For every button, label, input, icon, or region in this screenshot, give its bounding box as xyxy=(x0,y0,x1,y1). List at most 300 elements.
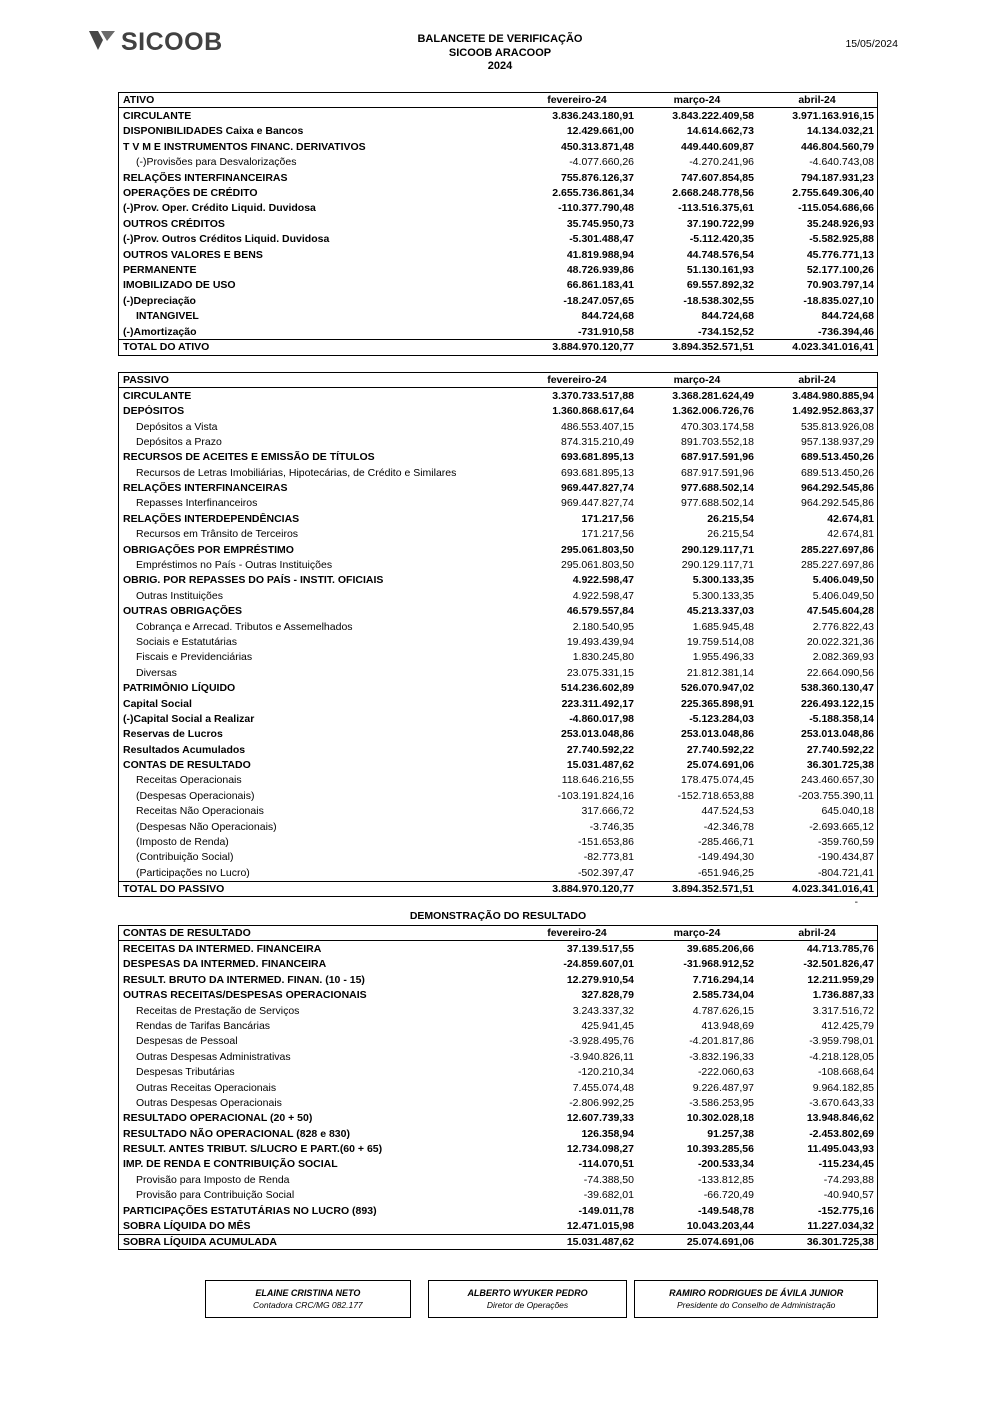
cell-value: 687.917.591,96 xyxy=(681,451,754,464)
row-label: (Imposto de Renda) xyxy=(136,836,229,849)
table-row xyxy=(119,881,877,896)
cell-value: 290.129.117,71 xyxy=(681,543,754,556)
cell-value: 35.745.950,73 xyxy=(566,217,634,230)
cell-value: -152.775,16 xyxy=(817,1204,874,1217)
table-row xyxy=(119,819,877,834)
row-label: RELAÇÕES INTERDEPENDÊNCIAS xyxy=(123,512,300,525)
table-row xyxy=(119,941,877,956)
table-row xyxy=(119,232,877,247)
cell-value: -736.394,46 xyxy=(817,325,874,338)
signature-role: Presidente do Conselho de Administração xyxy=(676,1300,836,1311)
cell-value: 66.861.183,41 xyxy=(566,279,634,292)
cell-value: 486.553.407,15 xyxy=(561,420,634,433)
row-label: Sociais e Estatutárias xyxy=(136,635,237,648)
row-label: OBRIG. POR REPASSES DO PAÍS - INSTIT. OFICIAIS xyxy=(123,574,384,587)
cell-value: -3.928.495,76 xyxy=(569,1035,634,1048)
cell-value: 977.688.502,14 xyxy=(681,482,754,495)
cell-value: -502.397,47 xyxy=(577,866,634,879)
cell-value: 35.248.926,93 xyxy=(806,217,874,230)
cell-value: -3.940.826,11 xyxy=(569,1050,634,1063)
cell-value: 243.460.657,30 xyxy=(801,774,874,787)
row-label: DESPESAS DA INTERMED. FINANCEIRA xyxy=(123,958,327,971)
cell-value: 693.681.895,13 xyxy=(561,451,634,464)
cell-value: 253.013.048,86 xyxy=(681,728,754,741)
cell-value: 285.227.697,86 xyxy=(801,543,874,556)
cell-value: 3.843.222.409,58 xyxy=(672,110,754,123)
signature-role: Diretor de Operações xyxy=(486,1300,569,1311)
cell-value: 3.884.970.120,77 xyxy=(552,341,634,354)
cell-value: -152.718.653,88 xyxy=(677,789,754,802)
cell-value: 747.607.854,85 xyxy=(681,171,754,184)
report-year: 2024 xyxy=(487,60,513,72)
row-label: Depósitos a Vista xyxy=(136,420,218,433)
table-row xyxy=(119,680,877,695)
cell-value: -5.188.358,14 xyxy=(809,712,874,725)
column-header: abril-24 xyxy=(798,373,836,386)
dre-table xyxy=(118,925,878,1250)
cell-value: 7.716.294,14 xyxy=(692,973,754,986)
cell-value: 22.664.090,56 xyxy=(806,666,874,679)
table-row xyxy=(119,957,877,972)
signature-name: ELAINE CRISTINA NETO xyxy=(255,1288,361,1299)
cell-value: -4.270.241,96 xyxy=(689,156,754,169)
sicoob-logo-text: SICOOB xyxy=(121,28,223,56)
row-label: Capital Social xyxy=(123,697,192,710)
cell-value: 12.211.959,29 xyxy=(807,973,874,986)
cell-value: -359.760,59 xyxy=(817,836,874,849)
cell-value: 10.393.285,56 xyxy=(686,1143,754,1156)
signature-role: Contadora CRC/MG 082.177 xyxy=(253,1300,363,1311)
table-row xyxy=(119,480,877,495)
column-header: abril-24 xyxy=(798,927,836,940)
row-label: IMOBILIZADO DE USO xyxy=(123,279,236,292)
cell-value: -190.434,87 xyxy=(817,851,874,864)
cell-value: -18.247.057,65 xyxy=(563,294,634,307)
cell-value: 957.138.937,29 xyxy=(801,435,874,448)
cell-value: 450.313.871,48 xyxy=(561,140,634,153)
table-row xyxy=(119,324,877,339)
cell-value: 11.227.034,32 xyxy=(807,1220,874,1233)
cell-value: 470.303.174,58 xyxy=(681,420,754,433)
cell-value: 48.726.939,86 xyxy=(566,263,634,276)
cell-value: 4.787.626,15 xyxy=(692,1004,754,1017)
cell-value: 253.013.048,86 xyxy=(801,728,874,741)
row-label: Cobrança e Arrecad. Tributos e Assemelhados xyxy=(136,620,353,633)
column-header: fevereiro-24 xyxy=(547,94,607,107)
cell-value: -3.670.643,33 xyxy=(809,1096,874,1109)
cell-value: -18.835.027,10 xyxy=(803,294,874,307)
cell-value: -4.640.743,08 xyxy=(809,156,874,169)
table-row xyxy=(119,216,877,231)
table-row xyxy=(119,496,877,511)
cell-value: -114.070,51 xyxy=(578,1158,634,1171)
cell-value: 4.922.598,47 xyxy=(572,589,634,602)
cell-value: 25.074.691,06 xyxy=(686,1235,754,1248)
table-row xyxy=(119,727,877,742)
cell-value: 535.813.926,08 xyxy=(801,420,874,433)
cell-value: 2.585.734,04 xyxy=(692,989,754,1002)
cell-value: -74.293,88 xyxy=(823,1173,874,1186)
table-row xyxy=(119,588,877,603)
cell-value: 844.724,68 xyxy=(581,310,634,323)
cell-value: 290.129.117,71 xyxy=(681,559,754,572)
cell-value: 12.471.015,98 xyxy=(566,1220,634,1233)
cell-value: -133.812,85 xyxy=(697,1173,754,1186)
table-header-label: CONTAS DE RESULTADO xyxy=(123,927,251,940)
cell-value: 51.130.161,93 xyxy=(686,263,754,276)
cell-value: 36.301.725,38 xyxy=(806,759,874,772)
cell-value: 5.300.133,35 xyxy=(692,589,754,602)
row-label: OUTROS CRÉDITOS xyxy=(123,217,225,230)
report-content xyxy=(118,92,878,1318)
cell-value: 70.903.797,14 xyxy=(806,279,874,292)
table-row xyxy=(119,1034,877,1049)
cell-value: -39.682,01 xyxy=(583,1189,634,1202)
row-label: Receitas de Prestação de Serviços xyxy=(136,1004,300,1017)
cell-value: -18.538.302,55 xyxy=(683,294,754,307)
cell-value: 449.440.609,87 xyxy=(681,140,754,153)
cell-value: 3.894.352.571,51 xyxy=(672,882,754,895)
table-row xyxy=(119,108,877,123)
report-title: BALANCETE DE VERIFICAÇÃO xyxy=(417,33,583,45)
table-row xyxy=(119,742,877,757)
row-label: Receitas Não Operacionais xyxy=(136,805,264,818)
cell-value: 10.302.028,18 xyxy=(686,1112,754,1125)
table-row xyxy=(119,1234,877,1249)
cell-value: -66.720,49 xyxy=(703,1189,754,1202)
table-row xyxy=(119,262,877,277)
row-label: PARTICIPAÇÕES ESTATUTÁRIAS NO LUCRO (893) xyxy=(123,1204,377,1217)
row-label: OUTRAS RECEITAS/DESPESAS OPERACIONAIS xyxy=(123,989,367,1002)
table-row xyxy=(119,201,877,216)
cell-value: 9.226.487,97 xyxy=(692,1081,754,1094)
cell-value: 689.513.450,26 xyxy=(801,466,874,479)
cell-value: -5.301.488,47 xyxy=(569,233,634,246)
cell-value: 21.812.381,14 xyxy=(686,666,754,679)
table-row xyxy=(119,850,877,865)
cell-value: 285.227.697,86 xyxy=(801,559,874,572)
cell-value: 253.013.048,86 xyxy=(561,728,634,741)
cell-value: 45.213.337,03 xyxy=(686,605,754,618)
signature-box-accountant xyxy=(205,1280,411,1318)
cell-value: -5.123.284,03 xyxy=(689,712,754,725)
row-label: Empréstimos no País - Outras Instituições xyxy=(136,559,333,572)
cell-value: 1.830.245,80 xyxy=(572,651,634,664)
cell-value: -113.516.375,61 xyxy=(678,202,754,215)
stray-dash: - xyxy=(854,896,858,908)
cell-value: 1.736.887,33 xyxy=(812,989,874,1002)
cell-value: 27.740.592,22 xyxy=(686,743,754,756)
cell-value: 52.177.100,26 xyxy=(806,263,874,276)
table-row xyxy=(119,465,877,480)
row-label: IMP. DE RENDA E CONTRIBUIÇÃO SOCIAL xyxy=(123,1158,338,1171)
row-label: Despesas Tributárias xyxy=(136,1066,235,1079)
cell-value: 3.971.163.916,15 xyxy=(792,110,874,123)
cell-value: 412.425,79 xyxy=(821,1019,874,1032)
row-label: Repasses Interfinanceiros xyxy=(136,497,258,510)
cell-value: 413.948,69 xyxy=(701,1019,754,1032)
cell-value: 874.315.210,49 xyxy=(561,435,634,448)
cell-value: 7.455.074,48 xyxy=(572,1081,634,1094)
signature-area xyxy=(118,1280,878,1318)
cell-value: 645.040,18 xyxy=(821,805,874,818)
row-label: (-)Depreciação xyxy=(123,294,196,307)
row-label: Depósitos a Prazo xyxy=(136,435,222,448)
cell-value: 26.215,54 xyxy=(707,512,754,525)
cell-value: 26.215,54 xyxy=(707,528,754,541)
table-row xyxy=(119,170,877,185)
cell-value: 514.236.602,89 xyxy=(561,682,634,695)
table-row xyxy=(119,773,877,788)
table-row xyxy=(119,650,877,665)
cell-value: 15.031.487,62 xyxy=(566,759,634,772)
table-row xyxy=(119,1049,877,1064)
cell-value: 794.187.931,23 xyxy=(801,171,874,184)
row-label: RESULT. BRUTO DA INTERMED. FINAN. (10 - 15) xyxy=(123,973,365,986)
column-header: fevereiro-24 xyxy=(547,373,607,386)
cell-value: 25.074.691,06 xyxy=(686,759,754,772)
cell-value: 755.876.126,37 xyxy=(561,171,634,184)
row-label: PATRIMÔNIO LÍQUIDO xyxy=(123,682,236,695)
row-label: Resultados Acumulados xyxy=(123,743,246,756)
cell-value: 37.139.517,55 xyxy=(566,943,634,955)
table-row xyxy=(119,1080,877,1095)
table-row xyxy=(119,1172,877,1187)
column-header: março-24 xyxy=(673,94,721,107)
cell-value: 14.134.032,21 xyxy=(806,125,874,138)
row-label: TOTAL DO ATIVO xyxy=(123,341,210,354)
row-label: Despesas de Pessoal xyxy=(136,1035,238,1048)
cell-value: 12.429.661,00 xyxy=(566,125,634,138)
table-row xyxy=(119,1018,877,1033)
cell-value: 19.759.514,08 xyxy=(686,635,754,648)
table-row xyxy=(119,403,877,418)
cell-value: 12.607.739,33 xyxy=(566,1112,634,1125)
cell-value: -31.968.912,52 xyxy=(683,958,754,971)
table-row xyxy=(119,619,877,634)
cell-value: 526.070.947,02 xyxy=(681,682,754,695)
column-header: março-24 xyxy=(673,373,721,386)
cell-value: -200.533,34 xyxy=(697,1158,754,1171)
cell-value: 5.406.049,50 xyxy=(812,589,874,602)
cell-value: -149.011,78 xyxy=(578,1204,634,1217)
cell-value: -108.668,64 xyxy=(817,1066,874,1079)
cell-value: 4.023.341.016,41 xyxy=(792,341,874,354)
row-label: RESULT. ANTES TRIBUT. S/LUCRO E PART.(60 + 65) xyxy=(123,1143,383,1156)
cell-value: 118.646.216,55 xyxy=(561,774,634,787)
cell-value: -731.910,58 xyxy=(577,325,634,338)
cell-value: 23.075.331,15 xyxy=(566,666,634,679)
table-header-row xyxy=(119,373,877,388)
column-header: abril-24 xyxy=(798,94,836,107)
table-row xyxy=(119,185,877,200)
cell-value: -4.860.017,98 xyxy=(569,712,634,725)
row-label: (-)Capital Social a Realizar xyxy=(123,712,255,725)
table-row xyxy=(119,308,877,323)
cell-value: 969.447.827,74 xyxy=(561,497,634,510)
cell-value: 969.447.827,74 xyxy=(561,482,634,495)
table-row xyxy=(119,1157,877,1172)
cell-value: -40.940,57 xyxy=(823,1189,874,1202)
row-label: RELAÇÕES INTERFINANCEIRAS xyxy=(123,482,288,495)
cell-value: -3.959.798,01 xyxy=(809,1035,874,1048)
row-label: Provisão para Imposto de Renda xyxy=(136,1173,290,1186)
report-date: 15/05/2024 xyxy=(845,38,898,50)
row-label: Reservas de Lucros xyxy=(123,728,223,741)
row-label: RESULTADO NÃO OPERACIONAL (828 e 830) xyxy=(123,1127,350,1140)
cell-value: 4.023.341.016,41 xyxy=(792,882,874,895)
cell-value: 3.368.281.624,49 xyxy=(672,389,754,402)
cell-value: 42.674,81 xyxy=(827,528,874,541)
cell-value: 425.941,45 xyxy=(581,1019,634,1032)
cell-value: -2.693.665,12 xyxy=(809,820,874,833)
cell-value: -5.112.420,35 xyxy=(689,233,754,246)
table-header-row xyxy=(119,926,877,941)
cell-value: 9.964.182,85 xyxy=(812,1081,874,1094)
row-label: Outras Receitas Operacionais xyxy=(136,1081,277,1094)
cell-value: 15.031.487,62 xyxy=(566,1235,634,1248)
cell-value: -222.060,63 xyxy=(697,1066,754,1079)
table-row xyxy=(119,434,877,449)
table-row xyxy=(119,542,877,557)
cell-value: 3.484.980.885,94 xyxy=(792,389,874,402)
cell-value: 844.724,68 xyxy=(821,310,874,323)
cell-value: -103.191.824,16 xyxy=(557,789,634,802)
table-row xyxy=(119,665,877,680)
table-row xyxy=(119,155,877,170)
cell-value: 69.557.892,32 xyxy=(686,279,754,292)
table-row xyxy=(119,696,877,711)
row-label: SOBRA LÍQUIDA DO MÊS xyxy=(123,1220,251,1233)
row-label: Fiscais e Previdenciárias xyxy=(136,651,253,664)
cell-value: 12.279.910,54 xyxy=(566,973,634,986)
table-row xyxy=(119,1126,877,1141)
cell-value: -82.773,81 xyxy=(583,851,634,864)
cell-value: -24.859.607,01 xyxy=(563,958,634,971)
table-row xyxy=(119,604,877,619)
cell-value: 977.688.502,14 xyxy=(681,497,754,510)
cell-value: 3.884.970.120,77 xyxy=(552,882,634,895)
cell-value: 687.917.591,96 xyxy=(681,466,754,479)
cell-value: 1.362.006.726,76 xyxy=(672,405,754,418)
cell-value: -5.582.925,88 xyxy=(809,233,874,246)
cell-value: 91.257,38 xyxy=(707,1127,754,1140)
table-row xyxy=(119,1003,877,1018)
row-label: (Participações no Lucro) xyxy=(136,866,250,879)
table-row xyxy=(119,1218,877,1233)
cell-value: 446.804.560,79 xyxy=(801,140,874,153)
cell-value: 4.922.598,47 xyxy=(572,574,634,587)
cell-value: 37.190.722,99 xyxy=(686,217,754,230)
table-row xyxy=(119,419,877,434)
cell-value: 3.836.243.180,91 xyxy=(552,110,634,123)
cell-value: 19.493.439,94 xyxy=(566,635,634,648)
dre-section-title: DEMONSTRAÇÃO DO RESULTADO xyxy=(409,909,587,922)
cell-value: 10.043.203,44 xyxy=(686,1220,754,1233)
cell-value: 538.360.130,47 xyxy=(801,682,874,695)
cell-value: 223.311.492,17 xyxy=(561,697,634,710)
row-label: (Despesas Operacionais) xyxy=(136,789,255,802)
cell-value: 171.217,56 xyxy=(581,528,634,541)
cell-value: 964.292.545,86 xyxy=(801,482,874,495)
table-row xyxy=(119,293,877,308)
cell-value: 41.819.988,94 xyxy=(566,248,634,261)
table-row xyxy=(119,1203,877,1218)
cell-value: -4.201.817,86 xyxy=(689,1035,754,1048)
cell-value: -42.346,78 xyxy=(703,820,754,833)
row-label: CIRCULANTE xyxy=(123,389,192,402)
cell-value: 226.493.122,15 xyxy=(801,697,874,710)
signature-box-operations-director xyxy=(428,1280,628,1318)
cell-value: 126.358,94 xyxy=(581,1127,634,1140)
row-label: Recursos de Letras Imobiliárias, Hipotecárias, de Crédito e Similares xyxy=(136,466,457,479)
cell-value: -2.453.802,69 xyxy=(809,1127,874,1140)
cell-value: 20.022.321,36 xyxy=(806,635,874,648)
row-label: RELAÇÕES INTERFINANCEIRAS xyxy=(123,171,288,184)
cell-value: 44.713.785,76 xyxy=(806,943,874,955)
cell-value: 447.524,53 xyxy=(701,805,754,818)
cell-value: 2.755.649.306,40 xyxy=(792,187,874,200)
cell-value: 964.292.545,86 xyxy=(801,497,874,510)
table-row xyxy=(119,987,877,1002)
table-row xyxy=(119,573,877,588)
cell-value: 5.406.049,50 xyxy=(812,574,874,587)
row-label: RECEITAS DA INTERMED. FINANCEIRA xyxy=(123,943,322,955)
table-row xyxy=(119,339,877,354)
cell-value: 27.740.592,22 xyxy=(806,743,874,756)
table-row xyxy=(119,1111,877,1126)
table-row xyxy=(119,1095,877,1110)
table-row xyxy=(119,557,877,572)
table-row xyxy=(119,1188,877,1203)
row-label: INTANGIVEL xyxy=(136,310,199,323)
cell-value: 2.776.822,43 xyxy=(812,620,874,633)
table-header-row xyxy=(119,93,877,108)
cell-value: 13.948.846,62 xyxy=(806,1112,874,1125)
cell-value: 327.828,79 xyxy=(581,989,634,1002)
cell-value: 3.317.516,72 xyxy=(812,1004,874,1017)
cell-value: -4.218.128,05 xyxy=(809,1050,874,1063)
row-label: Outras Despesas Operacionais xyxy=(136,1096,282,1109)
table-row xyxy=(119,757,877,772)
table-row xyxy=(119,124,877,139)
row-label: DISPONIBILIDADES Caixa e Bancos xyxy=(123,125,304,138)
row-label: PERMANENTE xyxy=(123,263,197,276)
cell-value: 47.545.604,28 xyxy=(806,605,874,618)
cell-value: 317.666,72 xyxy=(581,805,634,818)
row-label: OBRIGAÇÕES POR EMPRÉSTIMO xyxy=(123,543,294,556)
cell-value: -651.946,25 xyxy=(697,866,754,879)
row-label: (-)Amortização xyxy=(123,325,197,338)
row-label: SOBRA LÍQUIDA ACUMULADA xyxy=(123,1235,277,1248)
table-row xyxy=(119,711,877,726)
cell-value: -149.548,78 xyxy=(697,1204,754,1217)
cell-value: 1.685.945,48 xyxy=(692,620,754,633)
cell-value: -203.755.390,11 xyxy=(798,789,874,802)
table-row xyxy=(119,450,877,465)
row-label: T V M E INSTRUMENTOS FINANC. DERIVATIVOS xyxy=(123,140,366,153)
row-label: OUTRAS OBRIGAÇÕES xyxy=(123,605,243,618)
cell-value: 3.370.733.517,88 xyxy=(552,389,634,402)
cell-value: 36.301.725,38 xyxy=(806,1235,874,1248)
cell-value: 27.740.592,22 xyxy=(566,743,634,756)
cell-value: -734.152,52 xyxy=(697,325,754,338)
table-row xyxy=(119,278,877,293)
cell-value: 2.180.540,95 xyxy=(572,620,634,633)
row-label: (Contribuição Social) xyxy=(136,851,234,864)
table-row xyxy=(119,865,877,880)
table-row xyxy=(119,1141,877,1156)
